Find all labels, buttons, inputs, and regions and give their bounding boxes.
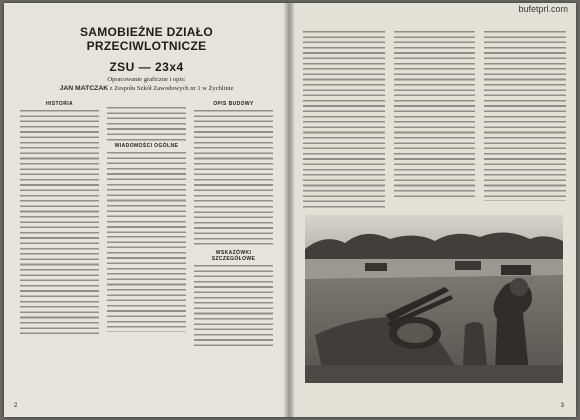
author-name: JAN MATCZAK	[59, 84, 109, 92]
section-heading-opis-budowy: OPIS BUDOWY	[213, 101, 254, 107]
body-text	[194, 206, 273, 248]
column-2	[107, 99, 186, 351]
section-heading-wiadomosci: WIADOMOŚCI OGÓLNE	[114, 143, 179, 149]
body-text	[20, 110, 99, 336]
author-line	[20, 85, 273, 94]
body-text	[394, 31, 476, 199]
article-subtitle: ZSU — 23x4	[109, 60, 184, 74]
magazine-spread	[4, 3, 576, 417]
right-columns	[303, 31, 566, 213]
body-text	[194, 110, 273, 204]
section-heading-wskazowki: WSKAZÓWKI SZCZEGÓŁOWE	[211, 250, 256, 262]
column-1	[20, 99, 99, 351]
photo-anti-aircraft-gun	[305, 215, 563, 383]
body-text	[484, 31, 566, 201]
right-column-1	[303, 31, 385, 213]
body-text	[194, 265, 273, 349]
left-page	[4, 3, 287, 417]
column-3	[194, 99, 273, 351]
article-title: SAMOBIEŻNE DZIAŁO PRZECIWLOTNICZE	[79, 25, 214, 53]
body-text	[107, 236, 186, 332]
credit-line: Opracowanie graficzne i opis:	[107, 76, 186, 83]
section-heading-historia: HISTORIA	[46, 101, 73, 107]
right-column-2	[394, 31, 476, 213]
photo-illustration	[305, 215, 563, 383]
right-column-3	[484, 31, 566, 213]
page-number-right: 3	[560, 403, 564, 409]
author-affiliation: z Zespołu Szkół Zawodowych nr 1 w Żychlinie	[109, 84, 234, 92]
body-text	[107, 152, 186, 234]
page-number-left: 2	[14, 403, 18, 409]
body-text	[303, 31, 385, 211]
watermark-text: bufetprl.com	[518, 4, 568, 14]
body-text	[107, 107, 186, 141]
article-columns	[20, 99, 273, 351]
right-page	[287, 3, 576, 417]
